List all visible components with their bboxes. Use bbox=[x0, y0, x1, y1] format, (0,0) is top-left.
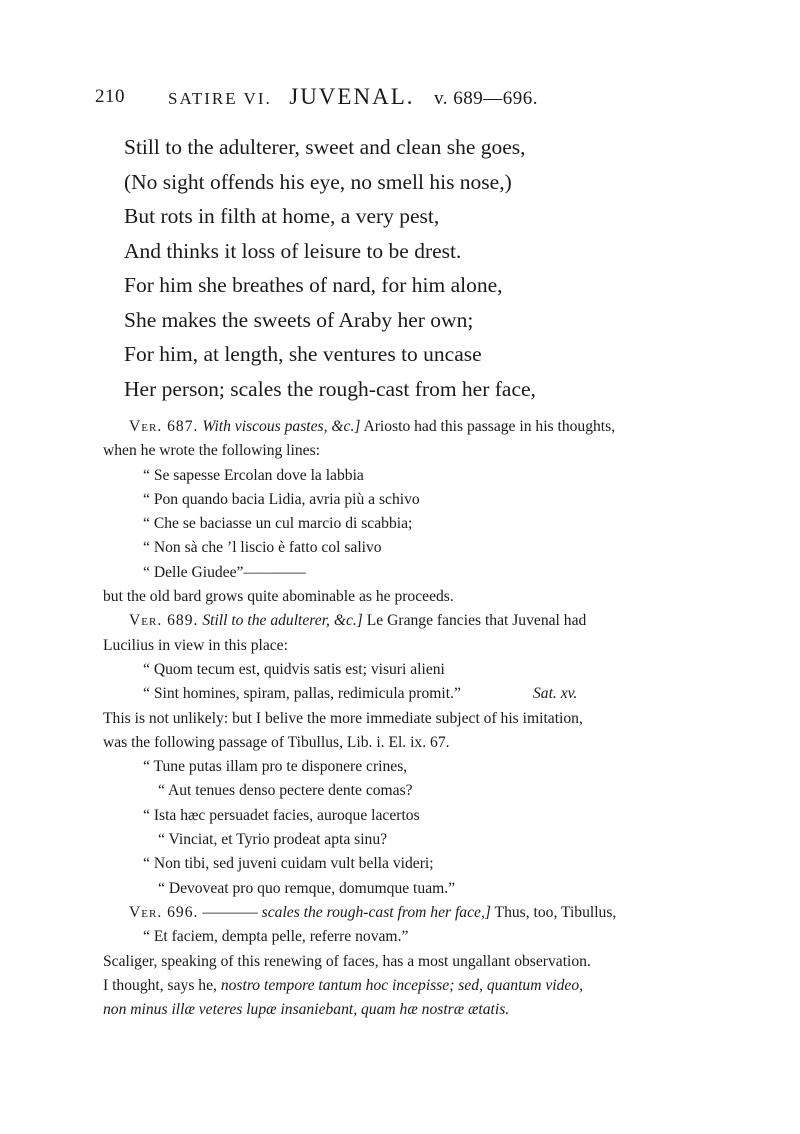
quote-line: “ Pon quando bacia Lidia, avria più a schivo bbox=[143, 490, 420, 508]
note-lemma: With viscous pastes, &c.] bbox=[202, 418, 361, 435]
verse-line: Her person; scales the rough-cast from her face, bbox=[124, 376, 536, 401]
note-text-mixed bbox=[103, 998, 703, 1022]
verse-line: And thinks it loss of leisure to be drest. bbox=[124, 238, 462, 263]
quote-line: “ Non sà che ’l liscio è fatto col salivo bbox=[143, 539, 382, 557]
footnotes bbox=[103, 415, 703, 1022]
verse-line: Still to the adulterer, sweet and clean she goes, bbox=[124, 135, 526, 159]
verse-line: For him, at length, she ventures to uncase bbox=[124, 342, 482, 366]
verse-block bbox=[124, 130, 684, 406]
note-text: This is not unlikely: but I belive the more immediate subject of his imitation, bbox=[103, 709, 583, 727]
note-687-line bbox=[103, 415, 703, 439]
page-number: 210 bbox=[95, 86, 125, 107]
quote-line: “ Devoveat pro quo remque, domumque tuam.” bbox=[158, 879, 456, 897]
note-text: Ariosto had this passage in his thoughts, bbox=[363, 418, 616, 435]
quote-line: “ Aut tenues denso pectere dente comas? bbox=[158, 782, 413, 800]
author-name: JUVENAL. bbox=[289, 84, 415, 109]
quote-line: “ Vinciat, et Tyrio prodeat apta sinu? bbox=[158, 831, 388, 849]
quote-line: “ Se sapesse Ercolan dove la labbia bbox=[143, 466, 364, 484]
verse-line: But rots in filth at home, a very pest, bbox=[124, 204, 440, 228]
note-lemma: ———— scales the rough-cast from her face,] bbox=[202, 903, 491, 921]
note-lemma: Still to the adulterer, &c.] bbox=[202, 612, 363, 630]
running-title bbox=[168, 84, 538, 110]
quote-line: “ Et faciem, dempta pelle, referre novam.” bbox=[143, 928, 409, 946]
note-text: but the old bard grows quite abominable as he proceeds. bbox=[103, 588, 454, 606]
note-text: I thought, says he, bbox=[103, 976, 217, 994]
quote-line: “ Non tibi, sed juveni cuidam vult bella videri; bbox=[143, 855, 434, 873]
verse-line: For him she breathes of nard, for him alone, bbox=[124, 273, 503, 297]
note-696-line bbox=[103, 901, 703, 925]
satire-label: SATIRE VI. bbox=[168, 89, 272, 108]
line-range: v. 689—696. bbox=[434, 88, 539, 109]
note-text: Thus, too, Tibullus, bbox=[494, 903, 617, 921]
verse-line: She makes the sweets of Araby her own; bbox=[124, 307, 474, 332]
note-ver: Ver. 687. bbox=[129, 418, 199, 435]
note-text: was the following passage of Tibullus, Lib. i. El. ix. 67. bbox=[103, 733, 450, 751]
verse-line: (No sight offends his eye, no smell his nose,) bbox=[124, 169, 512, 194]
note-text: Scaliger, speaking of this renewing of faces, has a most ungallant observation. bbox=[103, 952, 591, 970]
note-text-mixed bbox=[103, 974, 703, 998]
satire-reference: Sat. xv. bbox=[533, 685, 578, 703]
quote-line-with-ref bbox=[103, 682, 703, 706]
latin-quote: nostro tempore tantum hoc incepisse; sed, quantum video, bbox=[220, 976, 584, 994]
running-header bbox=[95, 80, 695, 114]
note-text: Lucilius in view in this place: bbox=[103, 636, 288, 654]
quote-line: “ Sint homines, spiram, pallas, redimicula promit.” bbox=[143, 685, 461, 703]
note-ver: Ver. 689. bbox=[129, 612, 199, 630]
note-ver: Ver. 696. bbox=[129, 903, 199, 921]
note-text: when he wrote the following lines: bbox=[103, 442, 320, 460]
quote-line: “ Delle Giudee”———— bbox=[143, 563, 306, 581]
latin-quote: non minus illæ veteres lupæ insaniebant, quam hæ nostræ ætatis. bbox=[103, 1001, 510, 1019]
note-689-line bbox=[103, 609, 703, 633]
quote-line: “ Tune putas illam pro te disponere crines, bbox=[143, 758, 408, 776]
quote-line: “ Che se baciasse un cul marcio di scabbia; bbox=[143, 515, 413, 533]
note-text: Le Grange fancies that Juvenal had bbox=[366, 612, 587, 630]
quote-line: “ Quom tecum est, quidvis satis est; visuri alieni bbox=[143, 660, 445, 678]
quote-line: “ Ista hæc persuadet facies, auroque lacertos bbox=[143, 806, 420, 824]
